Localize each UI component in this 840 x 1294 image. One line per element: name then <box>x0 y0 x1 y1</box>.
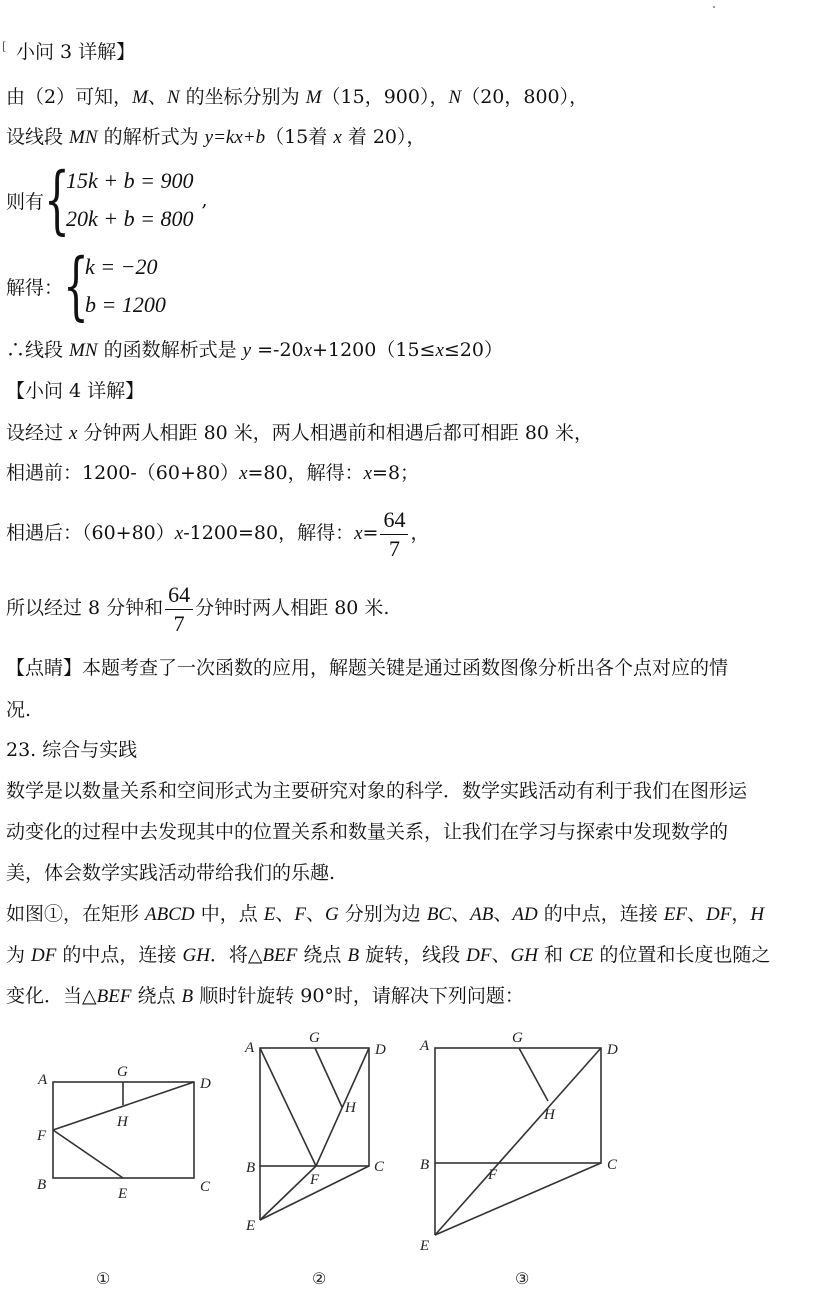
fig1-label-D: D <box>200 1076 211 1092</box>
figure-1 <box>53 1082 194 1178</box>
fig1-caption: ① <box>96 1271 111 1288</box>
left-brace-icon: { <box>44 157 70 243</box>
fig3-label-H: H <box>544 1107 555 1123</box>
fig1-label-H: H <box>117 1114 128 1130</box>
fig3-caption: ③ <box>515 1271 530 1288</box>
fig2-label-B: B <box>246 1160 256 1176</box>
scan-speck <box>713 6 715 8</box>
q23-para-line2: 动变化的过程中去发现其中的位置关系和数量关系，让我们在学习与探索中发现数学的 <box>6 821 729 843</box>
equation-2: 20k + b = 800 <box>66 206 194 231</box>
fig1-label-G: G <box>117 1064 128 1080</box>
fig1-label-A: A <box>38 1072 48 1088</box>
figure-3-segment-EC <box>435 1163 601 1235</box>
fraction-64-7: $\frac{64}{7}$ <box>165 581 193 638</box>
q4-line1: 设经过 x 分钟两人相距 80 米，两人相遇前和相遇后都可相距 80 米， <box>6 422 594 444</box>
fig3-label-F: F <box>488 1167 498 1183</box>
solution-k: k = −20 <box>85 254 158 279</box>
dianjing-line2: 况. <box>6 699 32 721</box>
q23-title: 23. 综合与实践 <box>6 739 138 761</box>
fig2-label-D: D <box>375 1042 386 1058</box>
system-1: 则有 { 15k + b = 900 20k + b = 800 , <box>6 157 208 243</box>
figure-2-segment-GH <box>315 1048 342 1107</box>
figure-2-segment-AF <box>260 1048 316 1166</box>
fig2-label-A: A <box>245 1040 255 1056</box>
figure-3-segment-GH <box>519 1048 548 1101</box>
fig2-label-C: C <box>374 1159 385 1175</box>
fig3-label-E: E <box>420 1238 430 1254</box>
solution-b: b = 1200 <box>85 292 166 317</box>
q23-para-line4: 如图①，在矩形 ABCD 中，点 E、F、G 分别为边 BC、AB、AD 的中点，连接 EF、DF，H <box>6 903 765 925</box>
fig3-label-A: A <box>420 1038 430 1054</box>
figure-2 <box>260 1048 369 1220</box>
figure-2-segment-EF <box>260 1166 316 1220</box>
fig1-label-C: C <box>200 1179 211 1195</box>
q3-line1: 由（2）可知，M、N 的坐标分别为 M（15，900），N（20，800）， <box>6 86 589 108</box>
fig2-label-E: E <box>246 1218 256 1234</box>
fig3-label-B: B <box>420 1157 430 1173</box>
figure-3-segment-DE <box>435 1048 601 1235</box>
q3-heading: 小问 3 详解】 <box>16 41 136 63</box>
figures-area <box>0 1014 840 1294</box>
left-brace-icon: { <box>63 243 89 329</box>
q3-conclusion: ∴线段 MN 的函数解析式是 y =-20x+1200（15≤x≤20） <box>6 339 503 361</box>
figure-3-rectangle <box>435 1048 601 1163</box>
q3-line2: 设线段 MN 的解析式为 y=kx+b（15着 x 着 20）， <box>6 126 426 148</box>
fig1-label-F: F <box>37 1128 47 1144</box>
fig2-caption: ② <box>312 1271 327 1288</box>
q4-final: 所以经过 8 分钟和 $\frac{64}{7}$ 分钟时两人相距 80 米. <box>6 581 390 636</box>
q4-after: 相遇后：（60+80）x-1200=80，解得：x= $\frac{64}{7}$ ， <box>6 506 430 561</box>
fig2-label-F: F <box>310 1172 320 1188</box>
fig3-label-D: D <box>607 1042 618 1058</box>
system-2 <box>6 243 166 329</box>
q23-para-line5: 为 DF 的中点，连接 GH．将△BEF 绕点 B 旋转，线段 DF、GH 和 CE 的位置和长度也随之 <box>6 944 771 966</box>
fig3-label-C: C <box>607 1157 618 1173</box>
q4-heading: 【小问 4 详解】 <box>6 380 145 402</box>
system-1-label: 则有 <box>6 190 45 213</box>
figure-1-segment-FE <box>53 1130 123 1178</box>
figure-3 <box>435 1048 601 1235</box>
system-2-label: 解得： <box>6 276 64 299</box>
equation-1: 15k + b = 900 <box>66 168 194 193</box>
fig2-label-G: G <box>309 1030 320 1046</box>
dianjing-line1: 【点睛】本题考查了一次函数的应用，解题关键是通过函数图像分析出各个点对应的情 <box>6 657 729 679</box>
q23-para-line6: 变化．当△BEF 绕点 B 顺时针旋转 90°时，请解决下列问题： <box>6 985 524 1007</box>
fig2-label-H: H <box>345 1100 356 1116</box>
fig1-label-B: B <box>37 1177 47 1193</box>
fig1-label-E: E <box>118 1186 128 1202</box>
q23-para-line1: 数学是以数量关系和空间形式为主要研究对象的科学．数学实践活动有利于我们在图形运 <box>6 780 748 802</box>
fig3-label-G: G <box>512 1030 523 1046</box>
q4-before: 相遇前：1200-（60+80）x=80，解得：x=8； <box>6 462 420 484</box>
fraction-64-7: $\frac{64}{7}$ <box>380 506 408 563</box>
q23-para-line3: 美，体会数学实践活动带给我们的乐趣. <box>6 862 336 884</box>
bracket-mark: [ <box>2 40 7 53</box>
